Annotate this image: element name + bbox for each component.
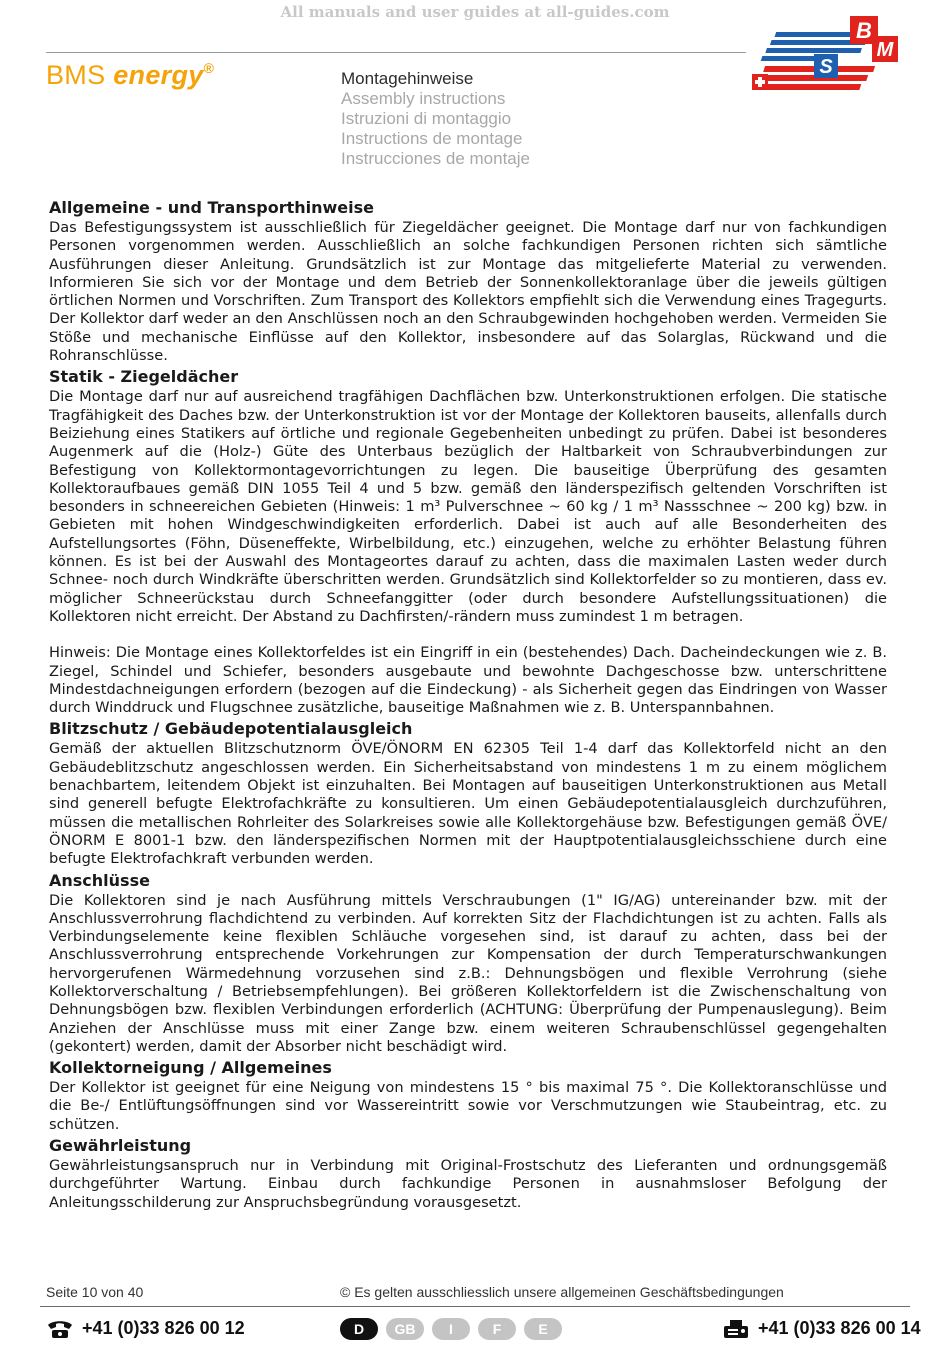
section-paragraph: Das Befestigungssystem ist ausschließlich für Ziegeldächer geeignet. Die Montage darf nur von fachkundigen Personen vorgenommen werden. Ausschließlich an solche fachkundigen Personen richten sich sämtliche Ausführungen dieser Anleitung. Grundsätzlich ist zur Montage das mitgelieferte Material zu verwenden. Informieren Sie sich vor der Montage und dem Betrieb der Sonnenkollektoranlage über die jeweils gültigen örtlichen Normen und Vorschriften. Zum Transport des Kollektors empfiehlt sich die Verwendung eines Tragegurts. Der Kollektor darf weder an den Anschlüssen noch an den Schraubgewinden hochgehoben werden. Vermeiden Sie Stöße und mechanische Einflüsse auf den Kollektor, insbesondere auf das Solarglas, Rückwand und die Rohranschlüsse.	[49, 219, 887, 365]
brand-registered-mark: ®	[203, 60, 215, 76]
heading-translation: Instructions de montage	[341, 129, 523, 148]
document-body	[49, 196, 887, 1212]
telephone-icon	[46, 1319, 74, 1339]
section-title: Blitzschutz / Gebäudepotentialausgleich	[49, 719, 413, 739]
section-title: Allgemeine - und Transporthinweise	[49, 198, 374, 217]
section-paragraph: Die Kollektoren sind je nach Ausführung mittels Verschraubungen (1" IG/AG) untereinander bzw. mit der Anschlussverrohrung flachdichtend zu verbinden. Auf korrekten Sitz der Flachdichtungen ist zu achten. Falls als Verbindungselemente keine flexiblen Schläuche vorgesehen sind, ist darauf zu achten, dass bei der Anschlussverrohrung entsprechende Vorkehrungen zur Kompensation der durch Temperaturschwankungen hervorgerufenen Wärmedehnung vorzusehen sind z.B.: Dehnungsbögen und flexible Verrohrung (siehe Kollektorverschaltung / Betriebsempfehlungen). Bei größeren Kollektorfeldern ist die Zwischenschaltung von Dehnungsbögen bzw. flexiblen Verbindungen erforderlich (ACHTUNG: Überprüfung der Pumpenauslegung). Beim Anziehen der Anschlüsse muss mit einer Zange bzw. einem weiteren Schraubenschlüssel gegengehalten (gekontert) werden, damit der Absorber nicht beschädigt wird.	[49, 891, 887, 1055]
brand-name-part2: energy	[113, 60, 204, 90]
section-warranty	[49, 1136, 887, 1212]
language-gb-button[interactable]: GB	[386, 1318, 424, 1340]
heading-translation: Assembly instructions	[341, 89, 506, 108]
language-i-button[interactable]: I	[432, 1318, 470, 1340]
section-title: Kollektorneigung / Allgemeines	[49, 1058, 332, 1078]
heading-translation: Instrucciones de montaje	[341, 149, 530, 168]
bms-company-logo	[752, 14, 902, 99]
phone-contact[interactable]	[46, 1318, 245, 1339]
fax-number: +41 (0)33 826 00 14	[758, 1318, 921, 1338]
section-paragraph: Gewährleistungsanspruch nur in Verbindung mit Original-Frostschutz des Lieferanten und ordnungsgemäß durchgeführter Wartung. Einbau durch fachkundige Personen in ausnahmsloser Befolgung der Anleitungsschilderung zur Anspruchsbegründung vorausgesetzt.	[49, 1157, 887, 1211]
terms-notice: © Es gelten ausschliesslich unsere allgemeinen Geschäftsbedingungen	[340, 1284, 784, 1300]
section-connections	[49, 871, 887, 1057]
section-note-paragraph: Hinweis: Die Montage eines Kollektorfeldes ist ein Eingriff in ein (bestehendes) Dach. Dacheindeckungen wie z. B. Ziegel, Schindel und Schiefer, besonders ausgebaute und bewohnte Dachgeschosse bzw. unterschrittene Mindestdachneigungen erfordern (bezogen auf die Eindeckung) - als Sicherheit gegen das Eindringen von Wasser durch Winddruck und Flugschnee zusätzliche, bauseitige Maßnahmen wie z. B. Unterspannbahnen.	[49, 644, 887, 717]
language-e-button[interactable]: E	[524, 1318, 562, 1340]
page-number: Seite 10 von 40	[46, 1284, 144, 1300]
section-title: Gewährleistung	[49, 1136, 192, 1156]
header-rule	[46, 52, 746, 53]
fax-icon	[722, 1319, 750, 1339]
brand-logo	[46, 60, 214, 91]
watermark: All manuals and user guides at all-guides.com	[280, 3, 670, 21]
section-paragraph: Gemäß der aktuellen Blitzschutznorm ÖVE/ÖNORM EN 62305 Teil 1-4 darf das Kollektorfeld nicht an den Gebäudeblitzschutz angeschlossen werden. Ein Sicherheitsabstand von mindestens 1 m zu einem möglichem benachbartem, leitendem Objekt ist einzuhalten. Bei Montagen auf bauseitigen Unterkonstruktionen aus Metall sind generell befugte Elektrofachkräfte zu konsultieren. Um einen Gebäudepotentialausgleich durchzuführen, müssen die metallischen Rohrleiter des Solarkreises sowie alle Kollektorgehäuse bzw. Befestigungen gemäß ÖVE/ÖNORM E 8001-1 bzw. den länderspezifischen Normen mit der Hauptpotentialausgleichsschiene durch eine befugte Elektrofachkraft verbunden werden.	[49, 740, 887, 868]
fax-contact[interactable]	[722, 1318, 921, 1339]
heading-translation: Istruzioni di montaggio	[341, 109, 512, 128]
language-f-button[interactable]: F	[478, 1318, 516, 1340]
logo-letter-s: S	[819, 56, 833, 78]
language-d-button[interactable]: D	[340, 1318, 378, 1340]
section-inclination	[49, 1058, 887, 1134]
logo-letter-b: B	[856, 18, 872, 43]
swiss-cross-icon	[752, 74, 768, 90]
section-general-transport	[49, 198, 887, 365]
section-paragraph: Der Kollektor ist geeignet für eine Neigung von mindestens 15 ° bis maximal 75 °. Die Kollektoranschlüsse und die Be-/ Entlüftungsöffnungen sind vor Wassereintritt sowie vor Verschmutzungen wie Staubeintrag, etc. zu schützen.	[49, 1079, 887, 1133]
logo-letter-m: M	[876, 39, 894, 61]
heading-main: Montagehinweise	[341, 69, 474, 88]
section-title: Statik - Ziegeldächer	[49, 367, 239, 387]
footer-rule	[40, 1306, 910, 1307]
section-lightning-protection	[49, 719, 887, 868]
brand-name-part1: BMS	[46, 60, 114, 90]
section-paragraph: Die Montage darf nur auf ausreichend tragfähigen Dachflächen bzw. Unterkonstruktionen erfolgen. Die statische Tragfähigkeit des Daches bzw. der Unterkonstruktion ist vor der Montage der Kollektoren bauseits, allenfalls durch Beiziehung eines Statikers auf örtliche und regionale Gegebenheiten unbedingt zu prüfen. Dabei ist besonderes Augenmerk auf die (Holz-) Güte des Unterbaus bezüglich der Haltbarkeit von Schraubverbindungen zur Befestigung von Kollektormontagevorrichtungen zu legen. Die bauseitige Überprüfung des gesamten Kollektoraufbaues gemäß DIN 1055 Teil 4 und 5 bzw. gemäß den länderspezifisch geltenden Vorschriften ist besonders in schneereichen Gebieten (Hinweis: 1 m³ Pulverschnee ~ 60 kg / 1 m³ Nassschnee ~ 200 kg) bzw. in Gebieten mit hohen Windgeschwindigkeiten erforderlich. Dabei ist auch auf alle Besonderheiten des Aufstellungsortes (Föhn, Düseneffekte, Wirbelbildung, etc.) einzugehen, welche zu erhöhter Belastung führen können. Es ist bei der Auswahl des Montageortes darauf zu achten, dass die maximalen Lasten weder durch Schnee- noch durch Windkräfte überschritten werden. Grundsätzlich sind Kollektorfelder so zu montieren, dass ev. möglicher Schneerückstau durch Schneefanggitter (oder durch besondere Aufstellungssituationen) die Kollektoren nicht erreicht. Der Abstand zu Dachfirsten/-rändern muss zumindest 1 m betragen.	[49, 388, 887, 625]
section-title: Anschlüsse	[49, 870, 150, 890]
document-headings	[341, 68, 530, 169]
phone-number: +41 (0)33 826 00 12	[82, 1318, 245, 1338]
language-selector	[340, 1318, 562, 1340]
section-statics	[49, 367, 887, 717]
